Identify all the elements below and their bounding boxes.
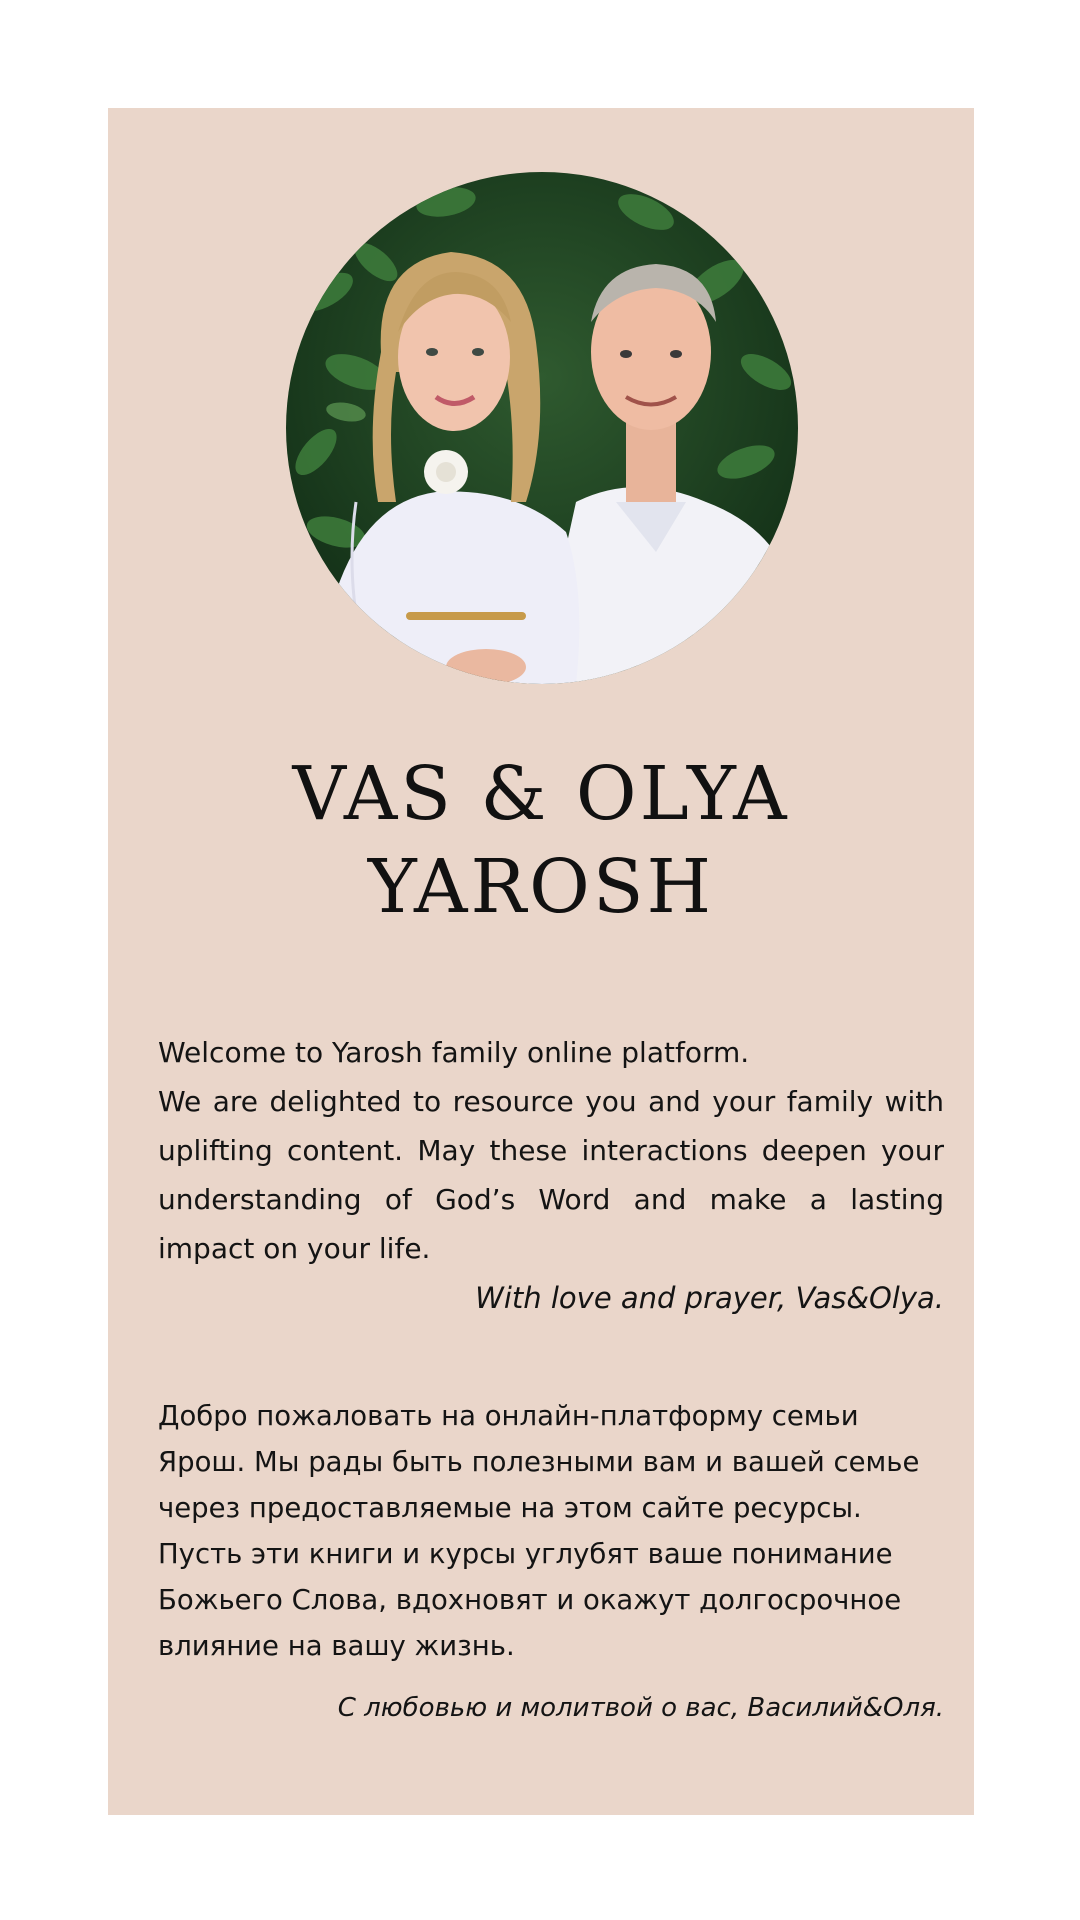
page-title: [108, 748, 974, 934]
title-line-1: VAS & OLYA: [292, 751, 790, 837]
portrait-illustration: [286, 172, 798, 684]
welcome-heading-en: Welcome to Yarosh family online platform.: [158, 1036, 750, 1069]
signature-en: With love and prayer, Vas&Olya.: [475, 1281, 944, 1315]
welcome-card: [108, 108, 974, 1815]
title-line-2: YAROSH: [367, 844, 715, 930]
welcome-text-english: [158, 1028, 944, 1273]
signature-ru: С любовью и молитвой о вас, Василий&Оля.: [337, 1693, 944, 1723]
welcome-body-en: We are delighted to resource you and your family with uplifting content. May these interactions deepen your understanding of God’s Word and make a lasting impact on your life.: [158, 1085, 944, 1265]
welcome-text-russian: Добро пожаловать на онлайн-платформу семьи Ярош. Мы рады быть полезными вам и вашей семье через предоставляемые на этом сайте ресурсы. Пусть эти книги и курсы углубят ваше понимание Божьего Слова, вдохновят и окажут долгосрочное влияние на вашу жизнь.: [158, 1400, 920, 1662]
couple-portrait-photo: [286, 172, 798, 684]
